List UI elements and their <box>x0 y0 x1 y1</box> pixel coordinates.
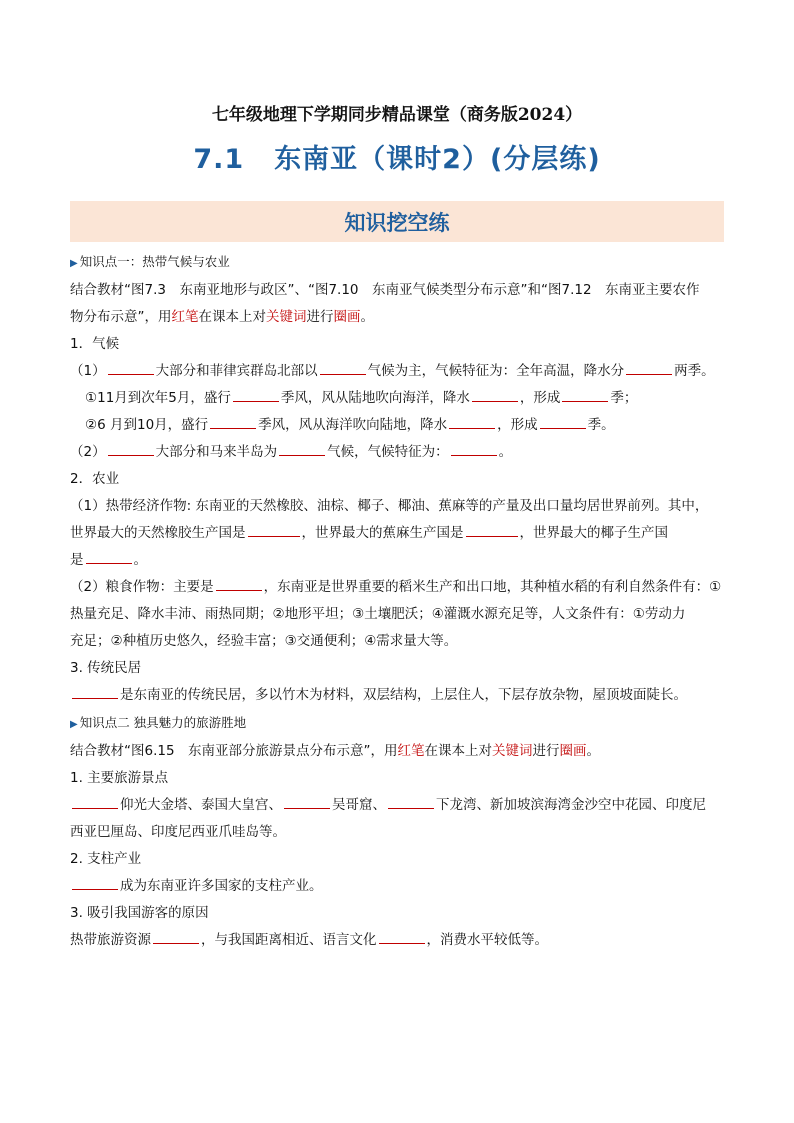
tourism-heading-1: 1. 主要旅游景点 <box>70 770 169 786</box>
circle-text: 圈画 <box>333 309 361 325</box>
blank[interactable] <box>72 875 118 890</box>
climate-line-1: （1） 大部分和菲律宾群岛北部以 气候为主，气候特征为：全年高温，降水分 两季。 <box>70 358 732 385</box>
agri-para2-line1: （2）粮食作物：主要是 ，东南亚是世界重要的稻米生产和出口地，其种植水稻的有利自然条件有：① <box>70 574 732 601</box>
blank[interactable] <box>626 360 672 375</box>
blank[interactable] <box>233 387 279 402</box>
attraction-reasons-line: 热带旅游资源 ，与我国距离相近、语言文化 ，消费水平较低等。 <box>70 927 732 954</box>
tourism-heading-2: 2. 支柱产业 <box>70 851 142 867</box>
blank[interactable] <box>562 387 608 402</box>
blank[interactable] <box>86 549 132 564</box>
blank[interactable] <box>449 414 495 429</box>
kp2-intro: 结合教材“图6.15 东南亚部分旅游景点分布示意”，用红笔在课本上对关键词进行圈画。 <box>70 743 601 759</box>
kp1-intro-line1: 结合教材“图7.3 东南亚地形与政区”、“图7.10 东南亚气候类型分布示意”和“图7.12 东南亚主要农作 <box>70 282 700 298</box>
climate-heading: 1．气候 <box>70 336 120 352</box>
blank[interactable] <box>108 360 154 375</box>
blank[interactable] <box>72 794 118 809</box>
blank[interactable] <box>472 387 518 402</box>
lesson-number: 7.1 <box>193 144 245 175</box>
lesson-title-text: 东南亚（课时2）(分层练) <box>274 144 601 175</box>
tourism-spots-line1: 仰光大金塔、泰国大皇宫、 吴哥窟、 下龙湾、新加坡滨海湾金沙空中花园、印度尼 <box>70 792 732 819</box>
keywords-text: 关键词 <box>492 743 533 759</box>
series-subtitle: 七年级地理下学期同步精品课堂（商务版2024） <box>211 105 583 125</box>
lesson-title <box>0 137 794 176</box>
agri-para1-line3: 是 。 <box>70 547 732 574</box>
blank[interactable] <box>216 576 262 591</box>
red-pen-text: 红笔 <box>171 309 199 325</box>
housing-line: 是东南亚的传统民居，多以竹木为材料，双层结构，上层住人，下层存放杂物，屋顶坡面陡长。 <box>70 682 732 709</box>
agri-para1-line1: （1）热带经济作物: 东南亚的天然橡胶、油棕、椰子、椰油、蕉麻等的产量及出口量均居世界前列。其中， <box>70 498 709 514</box>
blank[interactable] <box>388 794 434 809</box>
blank[interactable] <box>466 522 518 537</box>
circle-text: 圈画 <box>559 743 587 759</box>
tourism-spots-line2: 西亚巴厘岛、印度尼西亚爪哇岛等。 <box>70 824 286 840</box>
triangle-bullet-icon: ▶ <box>70 258 78 269</box>
blank[interactable] <box>248 522 300 537</box>
climate-line-2: ①11月到次年5月，盛行 季风，风从陆地吹向海洋，降水 ，形成 季； <box>70 385 732 412</box>
section-banner <box>70 201 724 242</box>
blank[interactable] <box>540 414 586 429</box>
knowledge-point-2-label: ▶ 知识点二 独具魅力的旅游胜地 <box>70 715 247 730</box>
blank[interactable] <box>153 929 199 944</box>
blank[interactable] <box>379 929 425 944</box>
kp1-intro-line2: 物分布示意”，用红笔在课本上对关键词进行圈画。 <box>70 309 374 325</box>
pillar-industry-line: 成为东南亚许多国家的支柱产业。 <box>70 873 732 900</box>
blank[interactable] <box>279 441 325 456</box>
blank[interactable] <box>108 441 154 456</box>
blank[interactable] <box>72 684 118 699</box>
climate-line-4: （2） 大部分和马来半岛为 气候，气候特征为： 。 <box>70 439 732 466</box>
section-banner-title: 知识挖空练 <box>344 210 450 235</box>
climate-line-3: ②6 月到10月，盛行 季风，风从海洋吹向陆地，降水 ，形成 季。 <box>70 412 732 439</box>
blank[interactable] <box>451 441 497 456</box>
blank[interactable] <box>210 414 256 429</box>
housing-heading: 3. 传统民居 <box>70 660 142 676</box>
triangle-bullet-icon: ▶ <box>70 719 78 730</box>
agri-para1-line2: 世界最大的天然橡胶生产国是 ，世界最大的蕉麻生产国是 ，世界最大的椰子生产国 <box>70 520 732 547</box>
blank[interactable] <box>320 360 366 375</box>
keywords-text: 关键词 <box>266 309 307 325</box>
agri-para2-line3: 充足；②种植历史悠久，经验丰富；③交通便利；④需求量大等。 <box>70 633 458 649</box>
blank[interactable] <box>284 794 330 809</box>
knowledge-point-1-label: ▶ 知识点一：热带气候与农业 <box>70 254 230 269</box>
agri-para2-line2: 热量充足、降水丰沛、雨热同期；②地形平坦；③土壤肥沃；④灌溉水源充足等，人文条件有：①劳动力 <box>70 606 686 622</box>
worksheet-body <box>70 248 732 954</box>
agriculture-heading: 2．农业 <box>70 471 120 487</box>
tourism-heading-3: 3. 吸引我国游客的原因 <box>70 905 209 921</box>
red-pen-text: 红笔 <box>397 743 425 759</box>
